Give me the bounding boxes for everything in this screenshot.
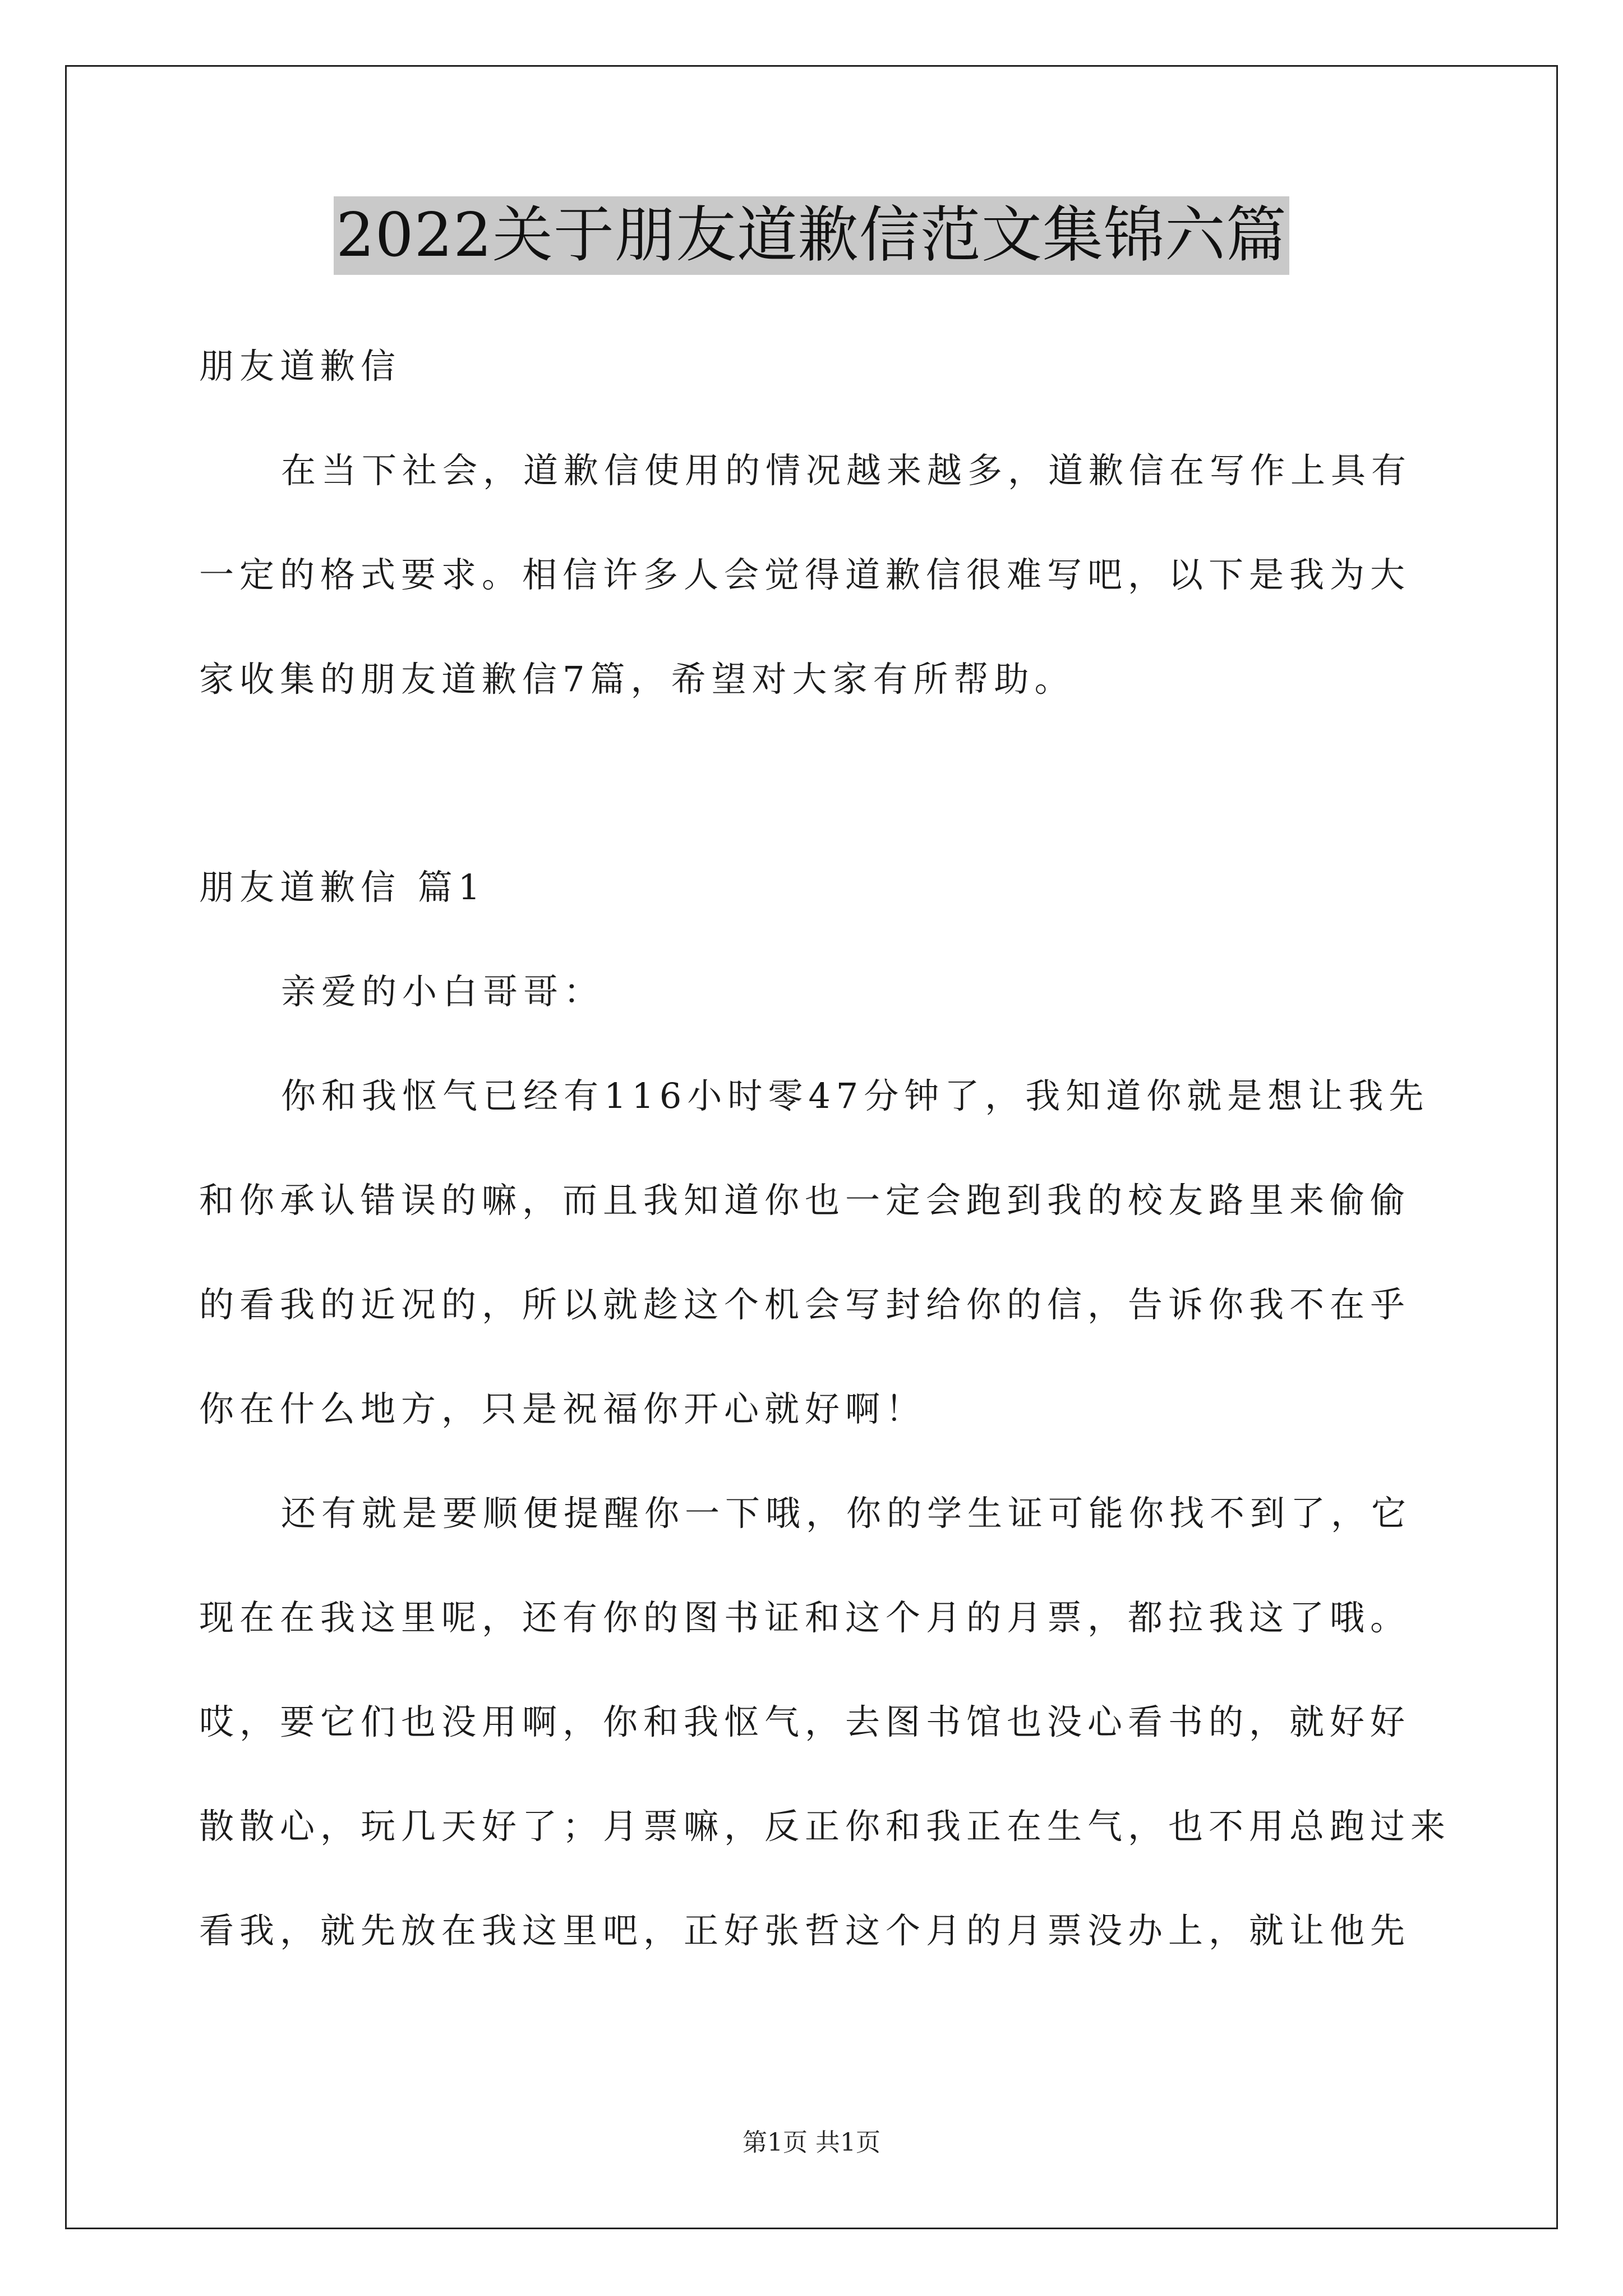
paragraph-line: 散散心，玩几天好了；月票嘛，反正你和我正在生气，也不用总跑过来 xyxy=(199,1806,1451,1847)
paragraph-line: 一定的格式要求。相信许多人会觉得道歉信很难写吧，以下是我为大 xyxy=(199,554,1411,595)
title-container xyxy=(0,196,1623,275)
paragraph-line: 和你承认错误的嘛，而且我知道你也一定会跑到我的校友路里来偷偷 xyxy=(199,1180,1411,1221)
paragraph-line: 你和我怄气已经有116小时零47分钟了，我知道你就是想让我先 xyxy=(281,1075,1430,1116)
document-title: 2022关于朋友道歉信范文集锦六篇 xyxy=(334,196,1289,275)
paragraph-line: 还有就是要顺便提醒你一下哦，你的学生证可能你找不到了，它 xyxy=(281,1493,1412,1534)
paragraph-line: 看我，就先放在我这里吧，正好张哲这个月的月票没办上，就让他先 xyxy=(199,1910,1411,1951)
paragraph-line: 家收集的朋友道歉信7篇，希望对大家有所帮助。 xyxy=(199,659,1075,700)
spacer xyxy=(199,731,1433,835)
letter-salutation: 亲爱的小白哥哥： xyxy=(281,971,605,1012)
paragraph-line: 现在在我这里呢，还有你的图书证和这个月的月票，都拉我这了哦。 xyxy=(199,1597,1411,1638)
paragraph-line: 你在什么地方，只是祝福你开心就好啊！ xyxy=(199,1388,926,1429)
document-body xyxy=(199,314,1451,1983)
paragraph-line: 在当下社会，道歉信使用的情况越来越多，道歉信在写作上具有 xyxy=(281,450,1412,491)
paragraph-line: 哎，要它们也没用啊，你和我怄气，去图书馆也没心看书的，就好好 xyxy=(199,1701,1411,1742)
page-number-footer: 第1页 共1页 xyxy=(743,2128,880,2157)
paragraph-line: 的看我的近况的，所以就趁这个机会写封给你的信，告诉你我不在乎 xyxy=(199,1284,1411,1325)
section-heading: 朋友道歉信 xyxy=(199,346,402,386)
section-heading: 朋友道歉信 篇1 xyxy=(199,867,486,908)
